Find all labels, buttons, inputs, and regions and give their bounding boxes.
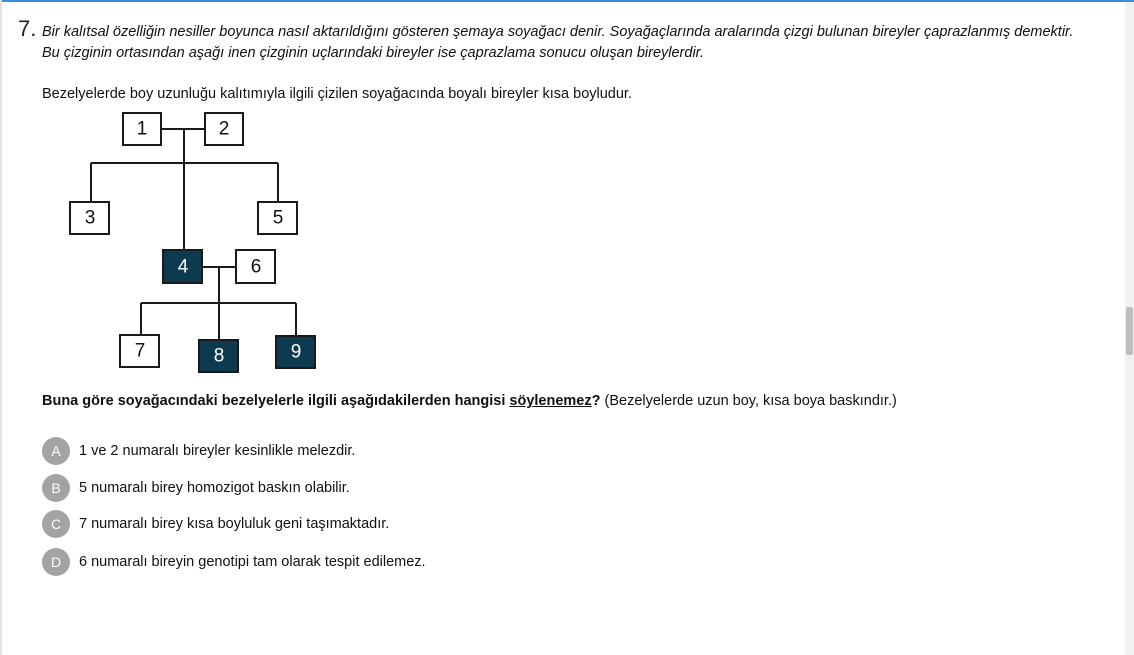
- individual-1: [123, 113, 161, 145]
- option-letter-badge[interactable]: B: [42, 474, 70, 502]
- option-b[interactable]: [42, 474, 350, 502]
- individual-4-shaded: [163, 250, 202, 283]
- option-text[interactable]: 5 numaralı birey homozigot baskın olabilir.: [79, 480, 350, 496]
- individual-3: [70, 202, 109, 234]
- individual-label: 9: [290, 341, 302, 363]
- individual-6: [236, 250, 275, 283]
- individual-2: [205, 113, 243, 145]
- option-a[interactable]: [42, 437, 355, 465]
- question-number: 7.: [18, 16, 37, 41]
- question-stem: Bezelyelerde boy uzunluğu kalıtımıyla ilgili çizilen soyağacında boyalı bireyler kısa boyludur.: [42, 86, 632, 102]
- prompt-question-mark: ?: [591, 393, 601, 409]
- individual-8-shaded: [199, 340, 238, 372]
- option-letter-badge[interactable]: C: [42, 510, 70, 538]
- individual-7: [120, 335, 159, 367]
- option-c[interactable]: [42, 510, 389, 538]
- option-text[interactable]: 6 numaralı bireyin genotipi tam olarak tespit edilemez.: [79, 554, 426, 570]
- intro-line-1: Bir kalıtsal özelliğin nesiller boyunca nasıl aktarıldığını gösteren şemaya soyağacı denir. Soyağaçlarında aralarında çizgi bulunan bireyler çaprazlanmış demektir.: [42, 24, 1074, 40]
- individual-label: 6: [250, 256, 262, 278]
- option-letter-badge[interactable]: D: [42, 548, 70, 576]
- individual-label: 1: [136, 118, 148, 140]
- individual-label: 2: [218, 118, 230, 140]
- intro-line-2: Bu çizginin ortasından aşağı inen çizginin uçlarındaki bireyler ise çaprazlama sonucu oluşan bireylerdir.: [42, 45, 704, 61]
- prompt-note: (Bezelyelerde uzun boy, kısa boya baskındır.): [600, 393, 897, 409]
- option-d[interactable]: [42, 548, 426, 576]
- question-prompt: [42, 393, 897, 409]
- option-text[interactable]: 1 ve 2 numaralı bireyler kesinlikle melezdir.: [79, 443, 356, 459]
- individual-label: 5: [272, 207, 284, 229]
- individual-label: 3: [84, 207, 96, 229]
- individual-label: 4: [177, 256, 189, 278]
- individual-label: 8: [213, 345, 225, 367]
- individual-label: 7: [134, 340, 146, 362]
- individual-9-shaded: [276, 336, 315, 368]
- option-letter-badge[interactable]: A: [42, 437, 70, 465]
- prompt-bold: Buna göre soyağacındaki bezelyelerle ilgili aşağıdakilerden hangisi: [42, 393, 510, 409]
- option-text[interactable]: 7 numaralı birey kısa boyluluk geni taşımaktadır.: [79, 516, 390, 532]
- prompt-underlined: söylenemez: [509, 393, 592, 409]
- individual-5: [258, 202, 297, 234]
